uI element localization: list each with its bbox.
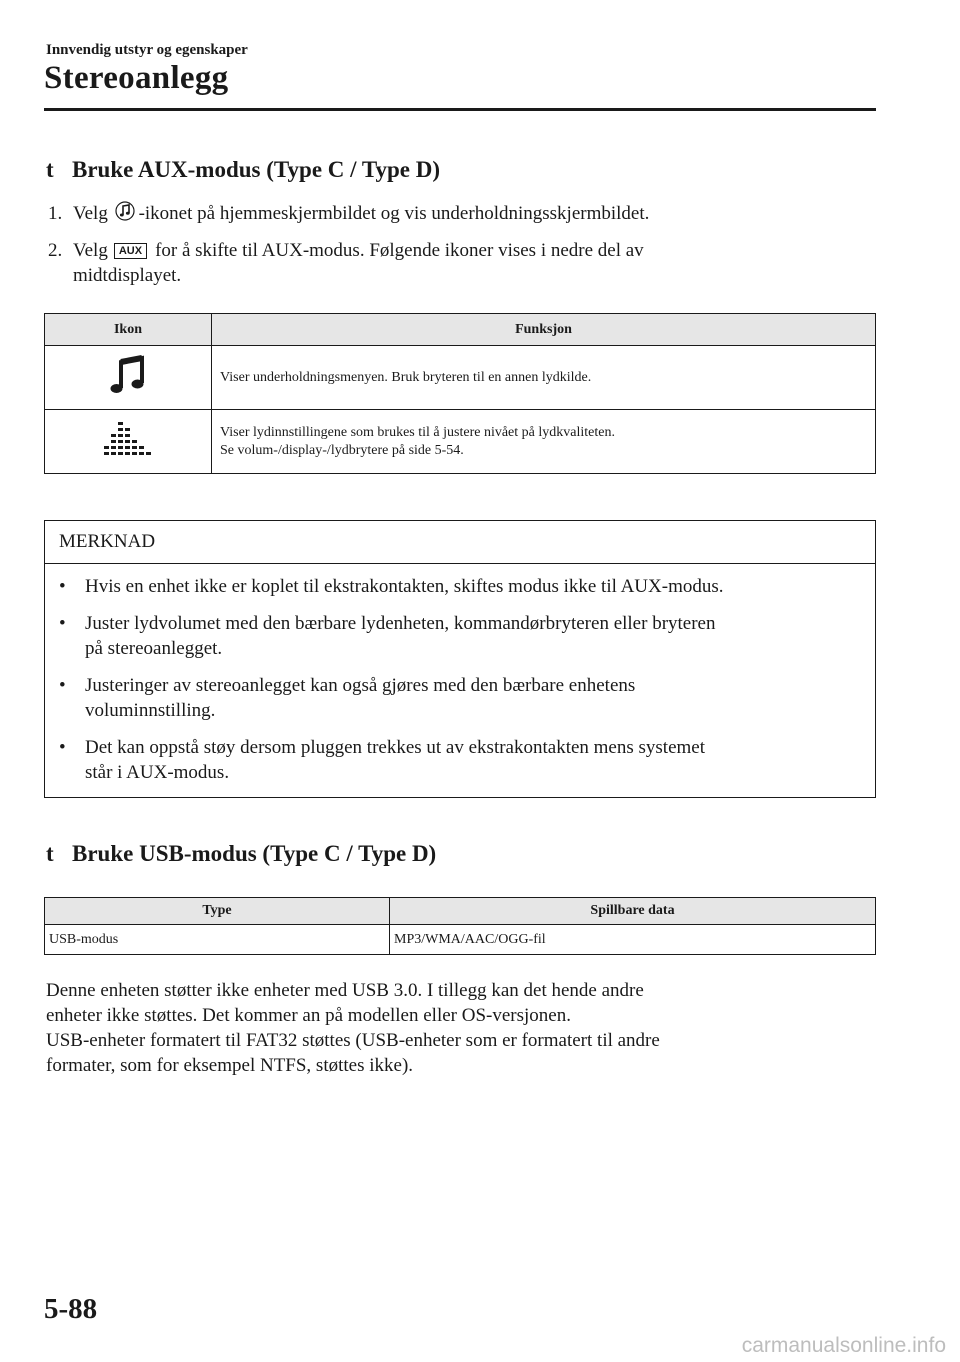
paragraph-line-2: enheter ikke støttes. Det kommer an på modellen eller OS-versjonen. bbox=[46, 1005, 571, 1026]
note-item-4-line-2: står i AUX-modus. bbox=[85, 762, 230, 783]
note-item-3-line-1: Justeringer av stereoanlegget kan også gjøres med den bærbare enhetens bbox=[85, 675, 636, 696]
music-note-icon bbox=[45, 346, 212, 410]
note-item-1: Hvis en enhet ikke er koplet til ekstrakontakten, skiftes modus ikke til AUX-modus. bbox=[85, 576, 724, 597]
title-rule bbox=[44, 108, 876, 111]
paragraph-line-1: Denne enheten støtter ikke enheter med USB 3.0. I tillegg kan det hende andre bbox=[46, 980, 644, 1001]
table-row bbox=[45, 346, 876, 410]
bullet: • bbox=[59, 576, 66, 597]
bullet: • bbox=[59, 737, 66, 758]
page-number: 5-88 bbox=[44, 1293, 98, 1325]
section-usb-title: Bruke USB-modus (Type C / Type D) bbox=[72, 841, 437, 866]
note-box bbox=[44, 520, 876, 798]
step-1-pre: Velg bbox=[73, 203, 108, 224]
usb-table bbox=[44, 897, 876, 955]
section-marker: t bbox=[46, 841, 54, 866]
usb-formats-cell: MP3/WMA/AAC/OGG-fil bbox=[390, 925, 876, 955]
header-playable-data: Spillbare data bbox=[390, 898, 876, 925]
bullet: • bbox=[59, 613, 66, 634]
note-item-2-line-1: Juster lydvolumet med den bærbare lydenheten, kommandørbryteren eller bryteren bbox=[85, 613, 716, 634]
usb-paragraph bbox=[46, 978, 866, 1078]
section-marker: t bbox=[46, 157, 54, 182]
step-2-post: for å skifte til AUX-modus. Følgende ikoner vises i nedre del av bbox=[155, 240, 644, 261]
note-item-4-line-1: Det kan oppstå støy dersom pluggen trekkes ut av ekstrakontakten mens systemet bbox=[85, 737, 706, 758]
step-1 bbox=[48, 200, 868, 229]
music-note-inline-icon bbox=[115, 200, 135, 229]
chapter-label: Innvendig utstyr og egenskaper bbox=[46, 42, 248, 58]
row-2-text bbox=[212, 410, 876, 474]
list-item bbox=[59, 574, 861, 599]
header-icon: Ikon bbox=[45, 314, 212, 346]
section-aux-title: Bruke AUX-modus (Type C / Type D) bbox=[72, 157, 441, 182]
step-1-post: -ikonet på hjemmeskjermbildet og vis underholdningsskjermbildet. bbox=[138, 203, 650, 224]
section-aux-heading bbox=[46, 157, 440, 183]
watermark: carmanualsonline.info bbox=[741, 1334, 946, 1357]
row-2-line-1: Viser lydinnstillingene som brukes til å justere nivået på lydkvaliteten. bbox=[220, 424, 615, 440]
header-type: Type bbox=[45, 898, 390, 925]
table-row bbox=[45, 925, 876, 955]
table-row bbox=[45, 410, 876, 474]
list-item bbox=[59, 611, 861, 661]
row-1-text: Viser underholdningsmenyen. Bruk bryteren til en annen lydkilde. bbox=[212, 346, 876, 410]
usb-mode-cell: USB-modus bbox=[45, 925, 390, 955]
step-2 bbox=[48, 238, 868, 288]
note-item-3-line-2: voluminnstilling. bbox=[85, 700, 216, 721]
step-1-number: 1. bbox=[48, 203, 63, 224]
equalizer-icon bbox=[45, 410, 212, 474]
row-2-line-2: Se volum-/display-/lydbrytere på side 5-54. bbox=[220, 442, 464, 458]
list-item bbox=[59, 735, 861, 785]
section-usb-heading bbox=[46, 841, 436, 867]
list-item bbox=[59, 673, 861, 723]
usb-table-header bbox=[45, 898, 876, 925]
step-2-number: 2. bbox=[48, 240, 63, 261]
icon-table bbox=[44, 313, 876, 474]
paragraph-line-3: USB-enheter formatert til FAT32 støttes (USB-enheter som er formatert til andre bbox=[46, 1030, 660, 1051]
step-2-continuation: midtdisplayet. bbox=[73, 265, 182, 286]
note-title: MERKNAD bbox=[45, 521, 875, 564]
note-list bbox=[45, 564, 875, 785]
page-title: Stereoanlegg bbox=[44, 60, 229, 96]
icon-table-header bbox=[45, 314, 876, 346]
note-item-2-line-2: på stereoanlegget. bbox=[85, 638, 223, 659]
bullet: • bbox=[59, 675, 66, 696]
step-2-pre: Velg bbox=[73, 240, 108, 261]
paragraph-line-4: formater, som for eksempel NTFS, støttes ikke). bbox=[46, 1055, 414, 1076]
header-function: Funksjon bbox=[212, 314, 876, 346]
aux-icon: AUX bbox=[114, 243, 147, 259]
